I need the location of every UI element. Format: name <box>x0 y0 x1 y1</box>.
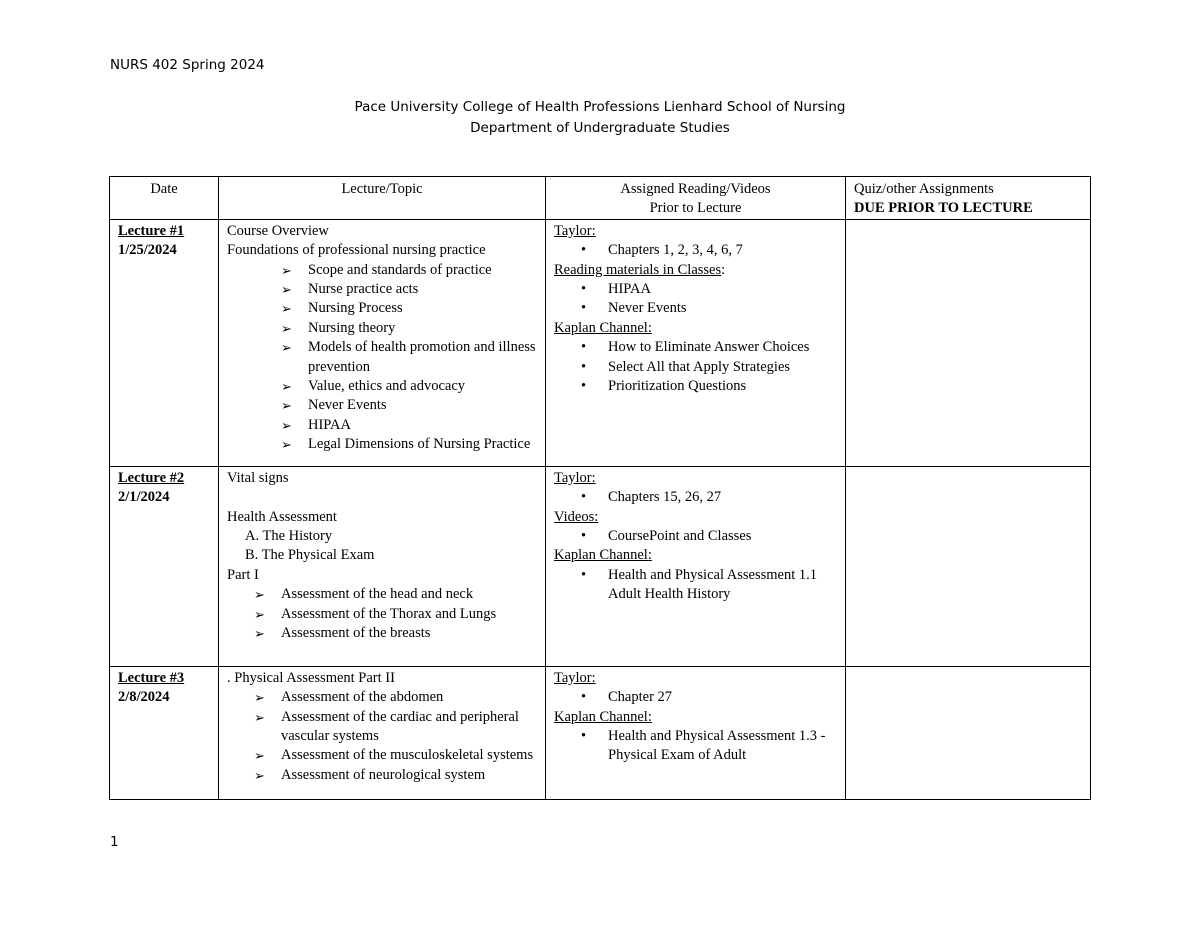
taylor-label: Taylor: <box>554 669 596 686</box>
list-item: • Select All that Apply Strategies <box>581 358 837 377</box>
quiz-cell <box>846 466 1091 666</box>
title-block <box>0 97 1200 139</box>
topic-cell <box>219 666 546 799</box>
spacer <box>227 488 537 507</box>
arrow-bullet-icon: ➢ <box>281 282 292 298</box>
topic-line: Part I <box>227 566 259 583</box>
list-item: • CoursePoint and Classes <box>581 527 837 546</box>
header-quiz <box>846 177 1091 220</box>
arrow-bullet-icon: ➢ <box>254 709 265 725</box>
header-reading <box>546 177 846 220</box>
reading-cell <box>546 466 846 666</box>
list-item: ➢ Assessment of the breasts <box>254 624 537 643</box>
bullet-icon: • <box>581 566 587 583</box>
list-item: ➢ HIPAA <box>281 416 537 435</box>
topic-line: Foundations of professional nursing practice <box>227 242 486 259</box>
topic-sub-item: B. The Physical Exam <box>245 547 375 564</box>
date-cell <box>110 666 219 799</box>
kaplan-label: Kaplan Channel: <box>554 708 652 725</box>
list-item: ➢ Assessment of neurological system <box>254 766 537 785</box>
title-line-1: Pace University College of Health Professions Lienhard School of Nursing <box>354 99 846 115</box>
header-topic: Lecture/Topic <box>219 177 546 220</box>
list-item: • How to Eliminate Answer Choices <box>581 338 837 357</box>
topic-line: Vital signs <box>227 469 289 486</box>
bullet-icon: • <box>581 300 587 317</box>
list-item: • Health and Physical Assessment 1.3 - Physical Exam of Adult <box>581 728 826 764</box>
topic-line: Health Assessment <box>227 508 337 525</box>
bullet-icon: • <box>581 489 587 506</box>
arrow-bullet-icon: ➢ <box>254 626 265 642</box>
topic-line: . Physical Assessment Part II <box>227 669 395 686</box>
kaplan-list <box>554 338 837 396</box>
bullet-icon: • <box>581 358 587 375</box>
topic-cell <box>219 219 546 466</box>
list-item: • Chapters 1, 2, 3, 4, 6, 7 <box>581 241 837 260</box>
arrow-bullet-icon: ➢ <box>281 262 292 278</box>
list-item: ➢ Assessment of the abdomen <box>254 688 537 707</box>
list-item: ➢ Assessment of the musculoskeletal systems <box>254 746 537 765</box>
reading-cell <box>546 219 846 466</box>
kaplan-list <box>554 566 837 605</box>
header-quiz-line1: Quiz/other Assignments <box>854 181 994 197</box>
arrow-bullet-icon: ➢ <box>281 301 292 317</box>
title-line-2: Department of Undergraduate Studies <box>470 120 730 136</box>
arrow-bullet-icon: ➢ <box>254 748 265 764</box>
quiz-cell <box>846 666 1091 799</box>
bullet-icon: • <box>581 281 587 298</box>
topic-list <box>227 688 537 785</box>
classes-list <box>554 280 837 319</box>
arrow-bullet-icon: ➢ <box>254 767 265 783</box>
bullet-icon: • <box>581 689 587 706</box>
list-item: • HIPAA <box>581 280 837 299</box>
lecture-date: 2/8/2024 <box>118 689 170 706</box>
header-date: Date <box>110 177 219 220</box>
taylor-list <box>554 688 837 707</box>
list-item: • Prioritization Questions <box>581 377 837 396</box>
lecture-date: 1/25/2024 <box>118 242 177 259</box>
arrow-bullet-icon: ➢ <box>254 606 265 622</box>
lecture-date: 2/1/2024 <box>118 489 170 506</box>
taylor-label: Taylor: <box>554 222 596 239</box>
arrow-bullet-icon: ➢ <box>281 437 292 453</box>
videos-label: Videos: <box>554 508 599 525</box>
list-item: • Chapter 27 <box>581 688 837 707</box>
schedule-table <box>109 176 1091 800</box>
topic-cell <box>219 466 546 666</box>
bullet-icon: • <box>581 378 587 395</box>
arrow-bullet-icon: ➢ <box>281 320 292 336</box>
list-item: ➢ Models of health promotion and illness prevention <box>281 339 536 375</box>
kaplan-label: Kaplan Channel: <box>554 319 652 336</box>
header-reading-line1: Assigned Reading/Videos <box>620 181 771 197</box>
list-item: ➢ Nursing theory <box>281 319 537 338</box>
videos-list <box>554 527 837 546</box>
table-header-row <box>110 177 1091 220</box>
page-number: 1 <box>110 834 119 850</box>
date-cell <box>110 219 219 466</box>
list-item: ➢ Never Events <box>281 396 537 415</box>
list-item: ➢ Assessment of the head and neck <box>254 585 537 604</box>
topic-list <box>227 585 537 643</box>
arrow-bullet-icon: ➢ <box>254 690 265 706</box>
table-row <box>110 219 1091 466</box>
header-reading-line2: Prior to Lecture <box>649 200 742 217</box>
list-item: ➢ Nursing Process <box>281 299 537 318</box>
list-item: • Chapters 15, 26, 27 <box>581 488 837 507</box>
course-header: NURS 402 Spring 2024 <box>110 57 265 73</box>
taylor-list <box>554 488 837 507</box>
quiz-cell <box>846 219 1091 466</box>
list-item: ➢ Nurse practice acts <box>281 280 537 299</box>
table-row <box>110 666 1091 799</box>
topic-list <box>227 261 537 455</box>
list-item: ➢ Legal Dimensions of Nursing Practice <box>281 435 537 454</box>
header-quiz-line2: DUE PRIOR TO LECTURE <box>854 200 1033 217</box>
arrow-bullet-icon: ➢ <box>281 417 292 433</box>
bullet-icon: • <box>581 242 587 259</box>
lecture-label: Lecture #3 <box>118 669 185 686</box>
bullet-icon: • <box>581 528 587 545</box>
arrow-bullet-icon: ➢ <box>281 398 292 414</box>
kaplan-label: Kaplan Channel: <box>554 547 652 564</box>
lecture-label: Lecture #2 <box>118 469 185 486</box>
bullet-icon: • <box>581 339 587 356</box>
list-item: ➢ Assessment of the Thorax and Lungs <box>254 605 537 624</box>
list-item: • Health and Physical Assessment 1.1 Adult Health History <box>581 566 818 603</box>
date-cell <box>110 466 219 666</box>
list-item: ➢ Assessment of the cardiac and peripheral vascular systems <box>254 708 519 745</box>
topic-line: Course Overview <box>227 222 329 239</box>
taylor-label: Taylor: <box>554 469 596 486</box>
taylor-list <box>554 241 837 260</box>
arrow-bullet-icon: ➢ <box>281 379 292 395</box>
topic-sub-item: A. The History <box>245 528 333 545</box>
bullet-icon: • <box>581 728 587 745</box>
list-item: ➢ Scope and standards of practice <box>281 261 537 280</box>
lecture-label: Lecture #1 <box>118 222 185 239</box>
arrow-bullet-icon: ➢ <box>281 340 292 356</box>
list-item: • Never Events <box>581 299 837 318</box>
reading-cell <box>546 666 846 799</box>
arrow-bullet-icon: ➢ <box>254 587 265 603</box>
table-row <box>110 466 1091 666</box>
classes-label: Reading materials in Classes: <box>554 261 726 278</box>
list-item: ➢ Value, ethics and advocacy <box>281 377 537 396</box>
kaplan-list <box>554 727 837 766</box>
